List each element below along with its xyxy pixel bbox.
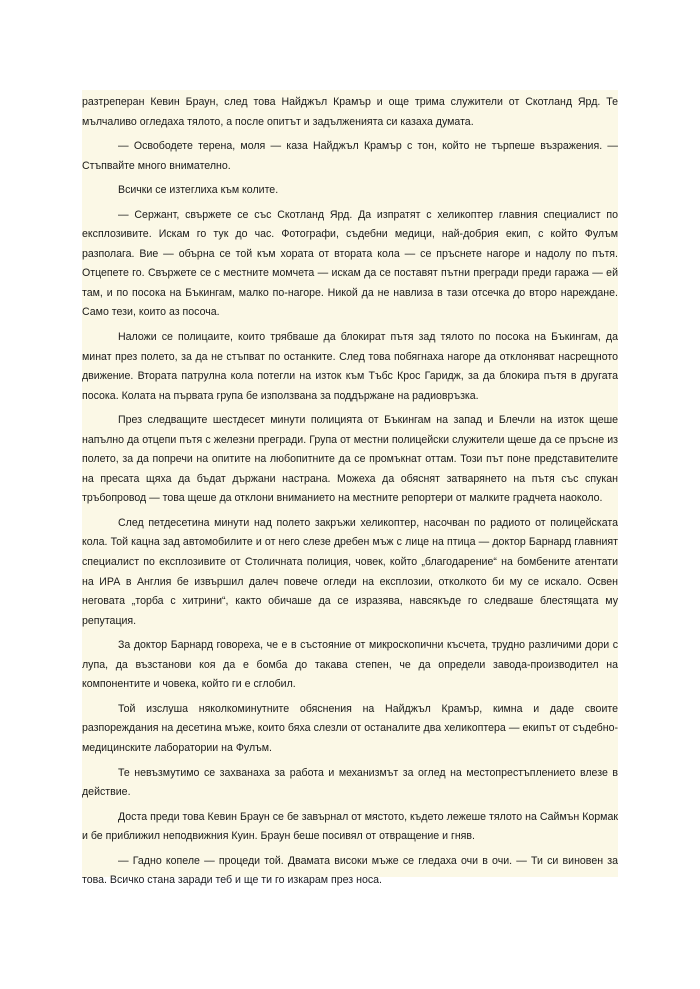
paragraph-5: Наложи се полицаите, които трябваше да блокират пътя зад тялото по посока на Бъкингам, да минат през полето, за да не стъпват по останките. След това побягнаха нагоре да отклоняват насрещното движение. Втората патрулна кола потегли на изток към Тъбс Крос Гаридж, за да блокира пътя в другата посока. Колата на първата група бе използвана за поддържане на радиовръзка. bbox=[82, 331, 618, 402]
paragraph-1: разтреперан Кевин Браун, след това Найджъл Крамър и още трима служители от Скотланд Ярд. Те мълчаливо огледаха тялото, а после опитът и задълженията си казаха думата. bbox=[82, 96, 618, 128]
paragraph-7: След петдесетина минути над полето закръжи хеликоптер, насочван по радиото от полицейската кола. Той кацна зад автомобилите и от него слезе дребен мъж с лице на птица — доктор Барнард главният специалист по експлозивите от Столичната полиция, човек, който „благодарение“ на бомбените атентати на ИРА в Англия бе извършил далеч повече огледи на експлозии, отколкото би му се искало. Освен неговата „торба с хитрини“, както обичаше да се изразява, навсякъде го следваше блестящата му репутация. bbox=[82, 516, 618, 627]
paragraph-6: През следващите шестдесет минути полицията от Бъкингам на запад и Блечли на изток щеше напълно да отцепи пътя с железни прегради. Група от местни полицейски служители щеше да се пръсне из полето, за да попречи на опитите на любопитните да се промъкнат оттам. Този път поне представителите на пресата щяха да бъдат държани настрана. Можеха да обяснят затварянето на пътя със спукан тръбопровод — това щеше да отклони вниманието на местните репортери от малките градчета наоколо. bbox=[82, 414, 618, 505]
paragraph-4: — Сержант, свържете се със Скотланд Ярд. Да изпратят с хеликоптер главния специалист по експлозивите. Искам го тук до час. Фотографи, съдебни медици, най-добрия екип, с който Фулъм разполага. Вие — обърна се той към хората от втората кола — се пръснете нагоре и надолу по пътя. Отцепете го. Свържете се с местните момчета — искам да се поставят пътни прегради преди гаража — ей там, и по посока на Бъкингам, малко по-нагоре. Никой да не навлиза в тази отсечка до второ нареждане. Само тези, които аз посоча. bbox=[82, 208, 618, 319]
paragraph-8: За доктор Барнард говореха, че е в състояние от микроскопични късчета, трудно различими дори с лупа, да възстанови коя да е бомба до такава степен, че да определи завода-производител на компонентите и човека, който ги е сглобил. bbox=[82, 639, 618, 691]
paragraph-2: — Освободете терена, моля — каза Найджъл Крамър с тон, който не търпеше възражения. — Стъпвайте много внимателно. bbox=[82, 140, 618, 172]
paragraph-9: Той изслуша няколкоминутните обяснения на Найджъл Крамър, кимна и даде своите разпореждания на десетина мъже, които бяха слезли от останалите два хеликоптера — екипът от съдебно-медицинските лаборатории на Фулъм. bbox=[82, 702, 618, 754]
document-text-block bbox=[82, 90, 618, 887]
paragraph-12: — Гадно копеле — процеди той. Двамата високи мъже се гледаха очи в очи. — Ти си виновен за това. Всичко стана заради теб и ще ти го изкарам през носа. bbox=[82, 854, 618, 887]
paragraph-10: Те невъзмутимо се захванаха за работа и механизмът за оглед на местопрестъплението влезе в действие. bbox=[82, 766, 618, 799]
paragraph-11: Доста преди това Кевин Браун се бе завърнал от мястото, където лежеше тялото на Саймън Кормак и бе приближил неподвижния Куин. Браун беше посивял от отвращение и гняв. bbox=[82, 810, 618, 843]
paragraph-3: Всички се изтеглиха към колите. bbox=[118, 184, 279, 197]
